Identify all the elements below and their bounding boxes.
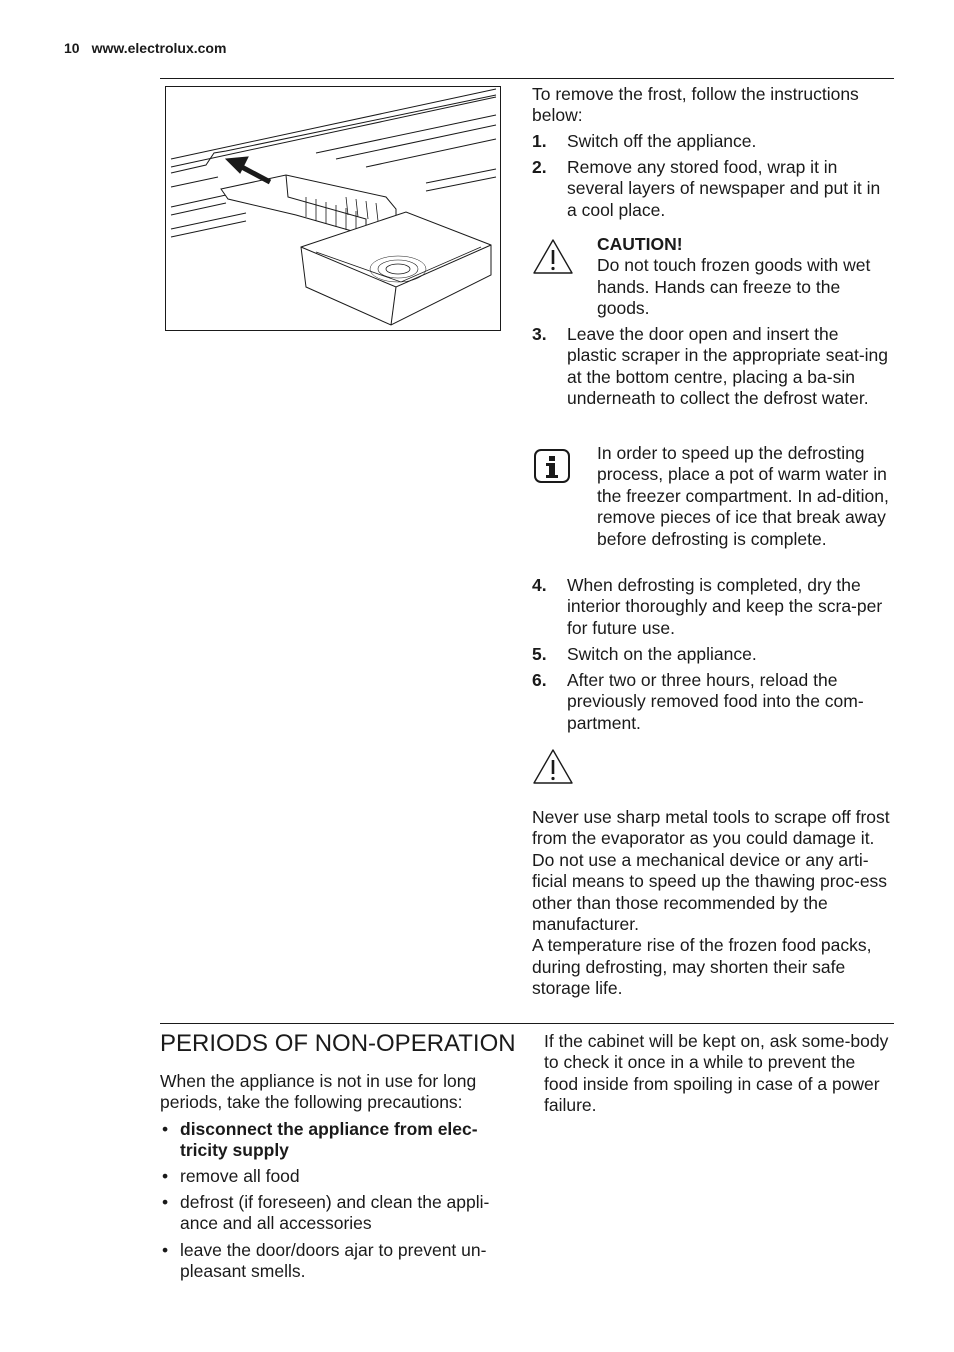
step-text: When defrosting is completed, dry the interior thoroughly and keep the scra-per for future use. [567,575,883,638]
section-divider [160,1023,894,1024]
non-operation-intro: When the appliance is not in use for long periods, take the following precautions: [160,1071,477,1113]
step-number: 1. [532,131,547,151]
non-operation-note: If the cabinet will be kept on, ask some-body to check it once in a while to prevent the food inside from spoiling in case of a power failure. [544,1031,889,1116]
warning-paragraph: A temperature rise of the frozen food packs, during defrosting, may shorten their safe storage life. [532,935,872,999]
step-4 [532,575,892,639]
list-item [160,1240,505,1283]
step-text: After two or three hours, reload the previously removed food into the com-partment. [567,670,864,733]
step-text: Switch on the appliance. [567,644,757,664]
bullet-dot: • [162,1192,169,1212]
step-text: Remove any stored food, wrap it in several layers of newspaper and put it in a cool place. [567,157,881,220]
step-text: Switch off the appliance. [567,131,757,151]
warning-text [532,807,894,1000]
list-item-text: leave the door/doors ajar to prevent un-pleasant smells. [180,1240,487,1282]
defrost-scraper-illustration [165,86,501,331]
step-1 [532,131,892,152]
info-text: In order to speed up the defrosting process, place a pot of warm water in the freezer compartment. In ad-dition, remove pieces of ice that break away before defrosting is complete. [597,443,889,549]
page-header [64,38,226,59]
step-2 [532,157,892,221]
list-item [160,1192,505,1235]
page-number: 10 [64,40,80,56]
list-item-text: remove all food [180,1166,300,1186]
step-number: 5. [532,644,547,664]
defrost-intro: To remove the frost, follow the instructions below: [532,84,859,126]
list-item-text: defrost (if foreseen) and clean the appli-ance and all accessories [180,1192,490,1234]
caution-title: CAUTION! [597,234,683,254]
list-item-text: disconnect the appliance from elec-tricity supply [180,1119,478,1161]
list-item [160,1119,505,1162]
bullet-dot: • [162,1119,169,1139]
warning-triangle-icon [532,748,574,791]
top-divider [160,78,894,79]
step-3 [532,324,892,410]
list-item [160,1166,505,1187]
step-5 [532,644,892,665]
bullet-dot: • [162,1240,169,1260]
step-number: 3. [532,324,547,344]
info-icon [532,447,572,490]
warning-paragraph: Never use sharp metal tools to scrape off frost from the evaporator as you could damage it. [532,807,890,849]
caution-notice [532,234,894,320]
step-number: 2. [532,157,547,177]
caution-text: Do not touch frozen goods with wet hands. Hands can freeze to the goods. [597,255,871,319]
info-notice [532,443,894,550]
site-url[interactable]: www.electrolux.com [91,40,227,56]
bullet-dot: • [162,1166,169,1186]
step-number: 4. [532,575,547,595]
warning-triangle-icon [532,238,574,281]
step-6 [532,670,892,734]
section-title: PERIODS OF NON-OPERATION [160,1030,516,1057]
step-text: Leave the door open and insert the plastic scraper in the appropriate seat-ing at the bottom centre, placing a ba-sin underneath to collect the defrost water. [567,324,889,409]
warning-paragraph: Do not use a mechanical device or any arti-ficial means to speed up the thawing proc-ess other than those recommended by the manufacturer. [532,849,888,935]
step-number: 6. [532,670,547,690]
